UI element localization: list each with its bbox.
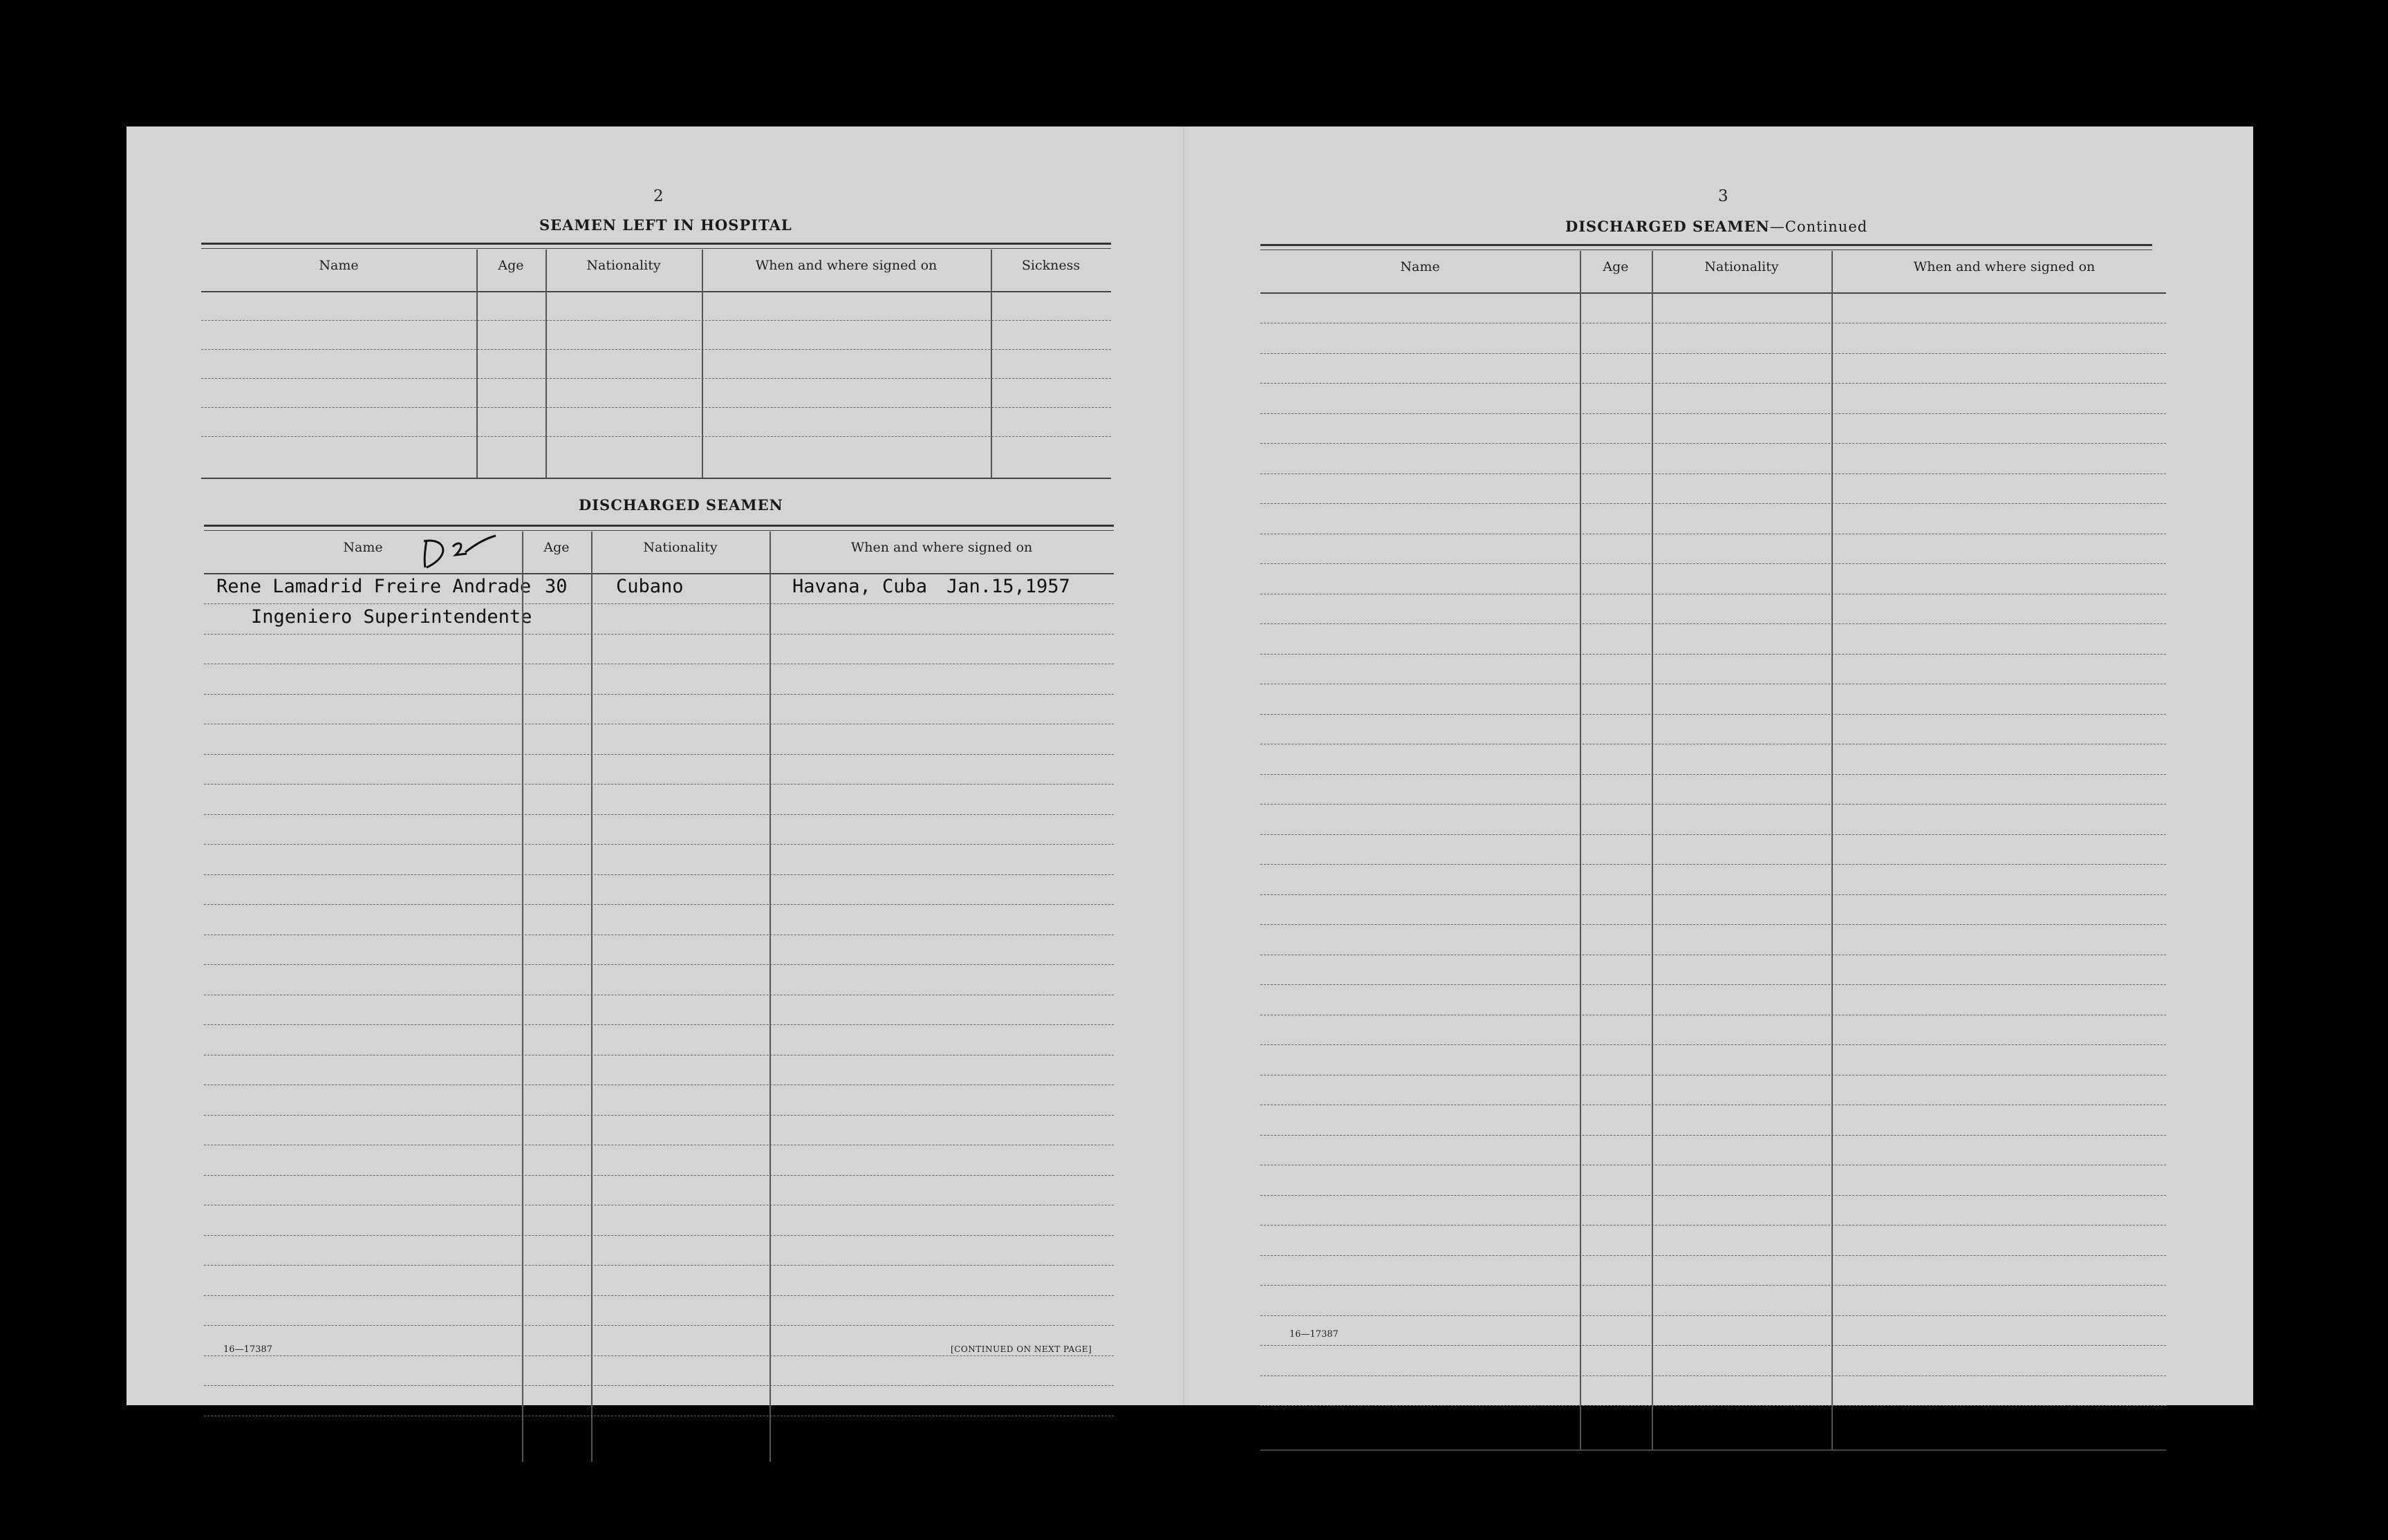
row-line bbox=[1260, 1315, 2166, 1316]
row-line bbox=[1260, 1135, 2166, 1136]
row-line bbox=[204, 814, 1114, 815]
right-page-number: 3 bbox=[1718, 187, 1728, 205]
row-line-end bbox=[1260, 1449, 2166, 1451]
right-col-signed-on: When and where signed on bbox=[1913, 259, 2096, 274]
entry-rank: Ingeniero Superintendente bbox=[251, 606, 532, 628]
row-line bbox=[1260, 1405, 2166, 1406]
handwritten-mark-letter: D bbox=[417, 534, 418, 535]
right-form-code: 16—17387 bbox=[1289, 1329, 1338, 1340]
discharged-col-nationality: Nationality bbox=[643, 540, 718, 555]
row-line bbox=[204, 694, 1114, 695]
right-section-title-main: DISCHARGED SEAMEN bbox=[1565, 218, 1770, 235]
row-line bbox=[1260, 563, 2166, 564]
row-line bbox=[1260, 443, 2166, 444]
ledger-sheet bbox=[127, 126, 2253, 1405]
row-line bbox=[204, 904, 1114, 905]
continued-note: [CONTINUED ON NEXT PAGE] bbox=[951, 1344, 1092, 1354]
row-line bbox=[204, 1084, 1114, 1085]
row-line bbox=[1260, 894, 2166, 895]
row-line bbox=[1260, 1075, 2166, 1076]
row-line bbox=[204, 1024, 1114, 1025]
row-line bbox=[1260, 1225, 2166, 1226]
row-line bbox=[1260, 1044, 2166, 1045]
row-line bbox=[1260, 864, 2166, 865]
row-line bbox=[204, 634, 1114, 635]
row-line bbox=[204, 1265, 1114, 1266]
row-line bbox=[1260, 1195, 2166, 1196]
row-line bbox=[1260, 473, 2166, 474]
entry-signed-on-place: Havana, Cuba bbox=[792, 576, 928, 597]
row-line bbox=[204, 754, 1114, 755]
row-line bbox=[1260, 1255, 2166, 1256]
row-line bbox=[204, 1295, 1114, 1296]
row-line bbox=[204, 1325, 1114, 1326]
discharged-top-rule bbox=[204, 525, 1114, 527]
row-line bbox=[204, 1175, 1114, 1176]
hospital-col-age: Age bbox=[498, 258, 524, 273]
entry-age: 30 bbox=[545, 576, 568, 597]
row-line bbox=[1260, 413, 2166, 414]
discharged-col-age: Age bbox=[543, 540, 570, 555]
row-line bbox=[1260, 654, 2166, 655]
hospital-col-sickness: Sickness bbox=[1021, 258, 1081, 273]
hospital-col-name: Name bbox=[319, 258, 359, 273]
row-line bbox=[204, 1385, 1114, 1386]
row-line bbox=[204, 1235, 1114, 1236]
row-line bbox=[204, 874, 1114, 875]
right-section-title-suffix: —Continued bbox=[1769, 218, 1868, 235]
row-line bbox=[1260, 1285, 2166, 1286]
row-line bbox=[1260, 383, 2166, 384]
row-line bbox=[204, 603, 1114, 604]
handwritten-mark bbox=[417, 534, 500, 576]
row-line bbox=[204, 1355, 1114, 1356]
right-col-age: Age bbox=[1603, 259, 1629, 274]
page-fold bbox=[1183, 126, 1186, 1405]
row-line bbox=[204, 784, 1114, 785]
right-col-name: Name bbox=[1400, 259, 1440, 274]
entry-signed-on-date: Jan.15,1957 bbox=[946, 576, 1070, 597]
right-col-nationality: Nationality bbox=[1704, 259, 1779, 274]
row-line bbox=[204, 1115, 1114, 1116]
hospital-section-title: SEAMEN LEFT IN HOSPITAL bbox=[539, 216, 792, 234]
row-line bbox=[1260, 353, 2166, 354]
row-line bbox=[1260, 503, 2166, 504]
row-line bbox=[204, 964, 1114, 965]
hospital-col-nationality: Nationality bbox=[586, 258, 661, 273]
entry-name: Rene Lamadrid Freire Andrade bbox=[216, 576, 532, 597]
right-section-title bbox=[1565, 218, 1867, 235]
row-line bbox=[1260, 774, 2166, 775]
hospital-top-rule-2 bbox=[201, 248, 1111, 249]
discharged-top-rule-2 bbox=[204, 530, 1114, 531]
row-line bbox=[1260, 834, 2166, 835]
hospital-top-rule bbox=[201, 243, 1111, 245]
row-line bbox=[1260, 1345, 2166, 1346]
row-line bbox=[204, 844, 1114, 845]
row-line bbox=[1260, 1375, 2166, 1376]
hospital-col-signed-on: When and where signed on bbox=[755, 258, 938, 273]
row-line bbox=[1260, 924, 2166, 925]
discharged-section-title: DISCHARGED SEAMEN bbox=[579, 496, 783, 514]
row-line bbox=[1260, 714, 2166, 715]
entry-nationality: Cubano bbox=[616, 576, 684, 597]
left-form-code: 16—17387 bbox=[223, 1344, 272, 1355]
row-line bbox=[1260, 804, 2166, 805]
left-page-number: 2 bbox=[653, 187, 664, 205]
row-line bbox=[1260, 984, 2166, 985]
row-line bbox=[1260, 623, 2166, 624]
right-top-rule bbox=[1260, 244, 2152, 246]
discharged-col-name: Name bbox=[343, 540, 383, 555]
discharged-col-signed-on: When and where signed on bbox=[850, 540, 1033, 555]
